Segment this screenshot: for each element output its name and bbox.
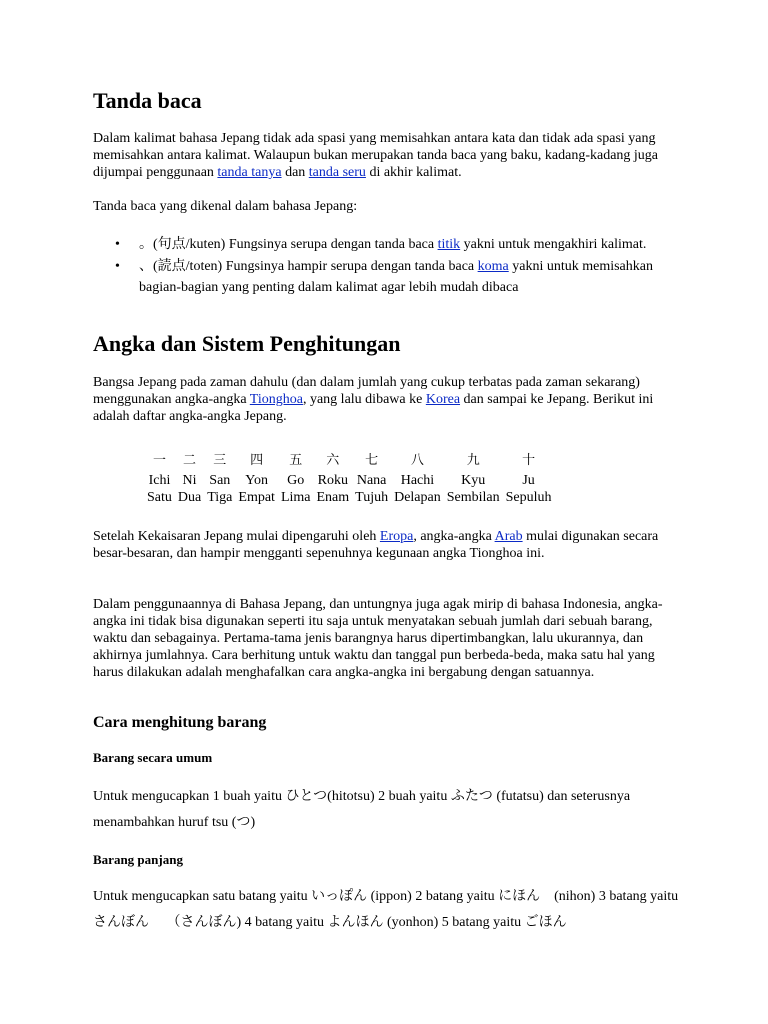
table-cell: San	[209, 473, 231, 488]
table-cell: Ju	[522, 473, 535, 488]
table-cell: Tiga	[207, 490, 233, 505]
japanese-numbers-table	[144, 452, 555, 506]
link-korea[interactable]: Korea	[425, 392, 461, 407]
table-cell: 二	[183, 453, 197, 468]
table-cell: Kyu	[461, 473, 486, 488]
paragraph-angka-intro: Bangsa Jepang pada zaman dahulu (dan dalam jumlah yang cukup terbatas pada zaman sekarang) menggunakan angka-angka Tionghoa, yang lalu dibawa ke Korea dan sampai ke Jepang. Berikut ini adalah daftar angka-angka Jepang.	[93, 375, 654, 424]
link-eropa[interactable]: Eropa	[379, 529, 414, 544]
table-cell: Nana	[356, 473, 387, 488]
table-cell: Hachi	[400, 473, 435, 488]
paragraph-eropa-arab: Setelah Kekaisaran Jepang mulai dipengaruhi oleh Eropa, angka-angka Arab mulai digunakan secara besar-besaran, dan hampir mengganti sepenuhnya kegunaan angka Tionghoa ini.	[93, 529, 659, 561]
paragraph-barang-panjang: Untuk mengucapkan satu batang yaitu いっぽん (ippon) 2 batang yaitu にほん (nihon) 3 batang yaitu さんぼん （さんぼん) 4 batang yaitu よんほん (yonhon) 5 batang yaitu ごほん	[93, 889, 679, 930]
table-cell: Sembilan	[446, 490, 500, 505]
table-cell: Dua	[177, 490, 202, 505]
table-cell: Enam	[316, 490, 350, 505]
paragraph-tanda-baca-intro: Dalam kalimat bahasa Jepang tidak ada spasi yang memisahkan antara kata dan tidak ada spasi yang memisahkan antara kalimat. Walaupun bukan merupakan tanda baca yang baku, kadang-kadang juga dijumpai penggunaan tanda tanya dan tanda seru di akhir kalimat.	[93, 131, 659, 180]
paragraph-barang-umum: Untuk mengucapkan 1 buah yaitu ひとつ(hitotsu) 2 buah yaitu ふたつ (futatsu) dan seterusnya menambahkan huruf tsu (つ)	[93, 789, 631, 830]
heading-barang-panjang: Barang panjang	[93, 852, 183, 867]
table-row-kanji	[144, 452, 555, 472]
heading-angka: Angka dan Sistem Penghitungan	[93, 331, 401, 356]
table-cell: 十	[522, 453, 536, 468]
table-cell: 九	[466, 453, 480, 468]
list-item-kuten: • 。(句点/kuten) Fungsinya serupa dengan tanda baca titik yakni untuk mengakhiri kalimat.	[93, 234, 683, 255]
table-cell: 七	[365, 453, 379, 468]
heading-barang-umum: Barang secara umum	[93, 750, 213, 765]
table-cell: 四	[250, 453, 264, 468]
table-cell: Satu	[147, 490, 172, 505]
link-tanda-tanya[interactable]: tanda tanya	[217, 165, 282, 180]
link-tionghoa[interactable]: Tionghoa	[249, 392, 303, 407]
table-cell: 三	[213, 453, 227, 468]
table-cell: 一	[152, 453, 166, 468]
table-row-reading	[144, 472, 555, 489]
table-cell: Yon	[245, 473, 269, 488]
link-titik[interactable]: titik	[437, 237, 461, 252]
list-item-toten: • 、(読点/toten) Fungsinya hampir serupa dengan tanda baca koma yakni untuk memisahkan bagian-bagian yang penting dalam kalimat agar lebih mudah dibaca	[93, 256, 683, 298]
bullet: •	[115, 237, 120, 252]
link-koma[interactable]: koma	[477, 259, 509, 274]
paragraph-penggunaan: Dalam penggunaannya di Bahasa Jepang, dan untungnya juga agak mirip di bahasa Indonesia, angka-angka ini tidak bisa digunakan seperti itu saja untuk menyatakan sebuah jumlah dari sebuah barang, waktu dan sebagainya. Pertama-tama jenis barangnya harus dipertimbangkan, lalu ukurannya, dan akhirnya jumlahnya. Cara berhitung untuk waktu dan tanggal pun berbeda-beda, maka satu hal yang harus dilakukan adalah menghafalkan cara angka-angka ini bergabung dengan satuannya.	[93, 597, 663, 680]
table-cell: Tujuh	[355, 490, 389, 505]
table-cell: Sepuluh	[505, 490, 552, 505]
heading-cara-menghitung: Cara menghitung barang	[93, 714, 267, 731]
table-cell: Delapan	[394, 490, 441, 505]
paragraph-tanda-baca-list-intro: Tanda baca yang dikenal dalam bahasa Jepang:	[93, 199, 358, 214]
link-arab[interactable]: Arab	[494, 529, 523, 544]
punctuation-list	[93, 234, 683, 299]
bullet: •	[115, 259, 120, 274]
table-row-indonesian	[144, 489, 555, 506]
table-cell: Go	[287, 473, 305, 488]
table-cell: Ni	[182, 473, 197, 488]
table-cell: Lima	[280, 490, 311, 505]
table-cell: Ichi	[148, 473, 171, 488]
table-cell: Roku	[317, 473, 348, 488]
link-tanda-seru[interactable]: tanda seru	[308, 165, 366, 180]
table-cell: 八	[410, 453, 424, 468]
table-cell: 五	[289, 453, 303, 468]
table-cell: Empat	[238, 490, 275, 505]
heading-tanda-baca: Tanda baca	[93, 88, 202, 113]
table-cell: 六	[326, 453, 340, 468]
